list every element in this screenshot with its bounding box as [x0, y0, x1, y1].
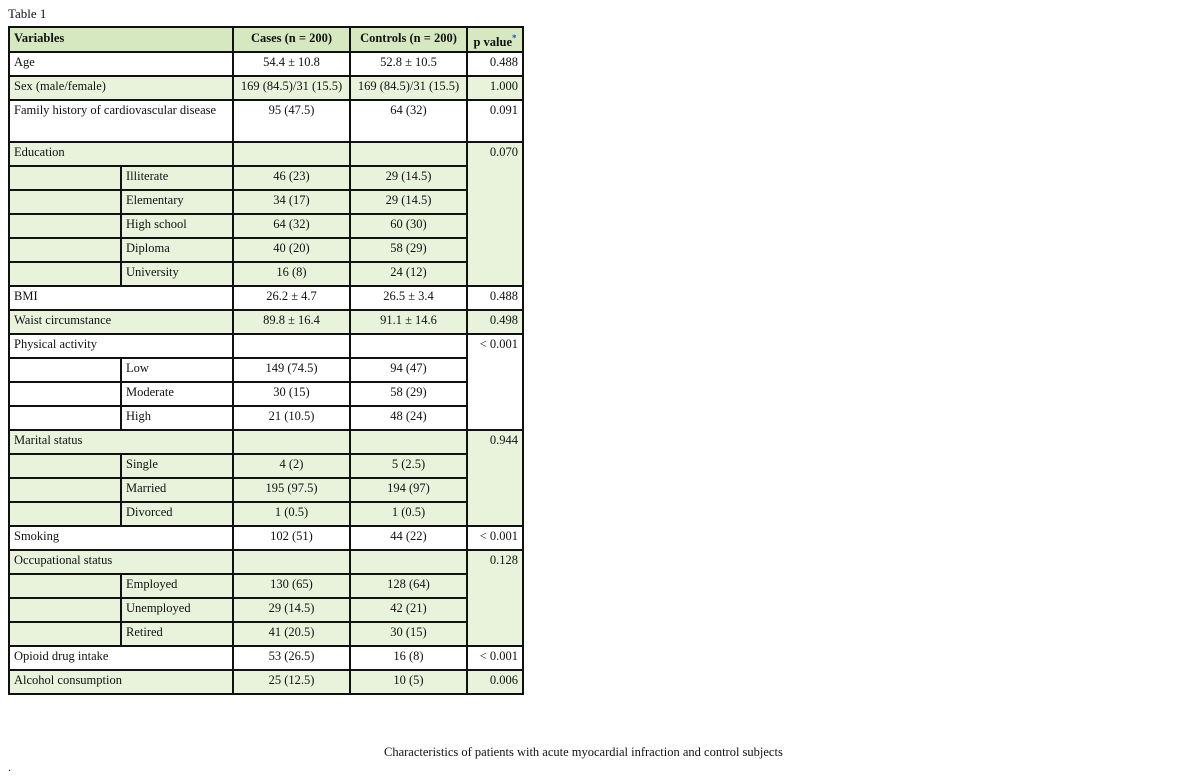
cases-empty-cell	[233, 550, 350, 574]
controls-value: 44 (22)	[350, 526, 467, 550]
p-value: 0.091	[467, 100, 523, 142]
group-label: Physical activity	[9, 334, 233, 358]
cases-value: 169 (84.5)/31 (15.5)	[233, 76, 350, 100]
controls-empty-cell	[350, 430, 467, 454]
p-value: 1.000	[467, 76, 523, 100]
group-p-value: 0.944	[467, 430, 523, 526]
subrow-label: Employed	[121, 574, 233, 598]
p-value: 0.498	[467, 310, 523, 334]
table-subrow	[9, 214, 523, 238]
indent-cell	[9, 214, 121, 238]
controls-value: 169 (84.5)/31 (15.5)	[350, 76, 467, 100]
group-p-value: 0.128	[467, 550, 523, 646]
cases-value: 46 (23)	[233, 166, 350, 190]
cases-value: 21 (10.5)	[233, 406, 350, 430]
indent-cell	[9, 598, 121, 622]
subrow-label: Retired	[121, 622, 233, 646]
table-row	[9, 100, 523, 142]
cases-value: 102 (51)	[233, 526, 350, 550]
cases-value: 195 (97.5)	[233, 478, 350, 502]
controls-value: 10 (5)	[350, 670, 467, 694]
subrow-label: Divorced	[121, 502, 233, 526]
indent-cell	[9, 358, 121, 382]
table-subrow	[9, 598, 523, 622]
table-subrow	[9, 166, 523, 190]
table-subrow	[9, 238, 523, 262]
controls-value: 58 (29)	[350, 238, 467, 262]
subrow-label: Low	[121, 358, 233, 382]
indent-cell	[9, 238, 121, 262]
row-label: Waist circumstance	[9, 310, 233, 334]
controls-value: 42 (21)	[350, 598, 467, 622]
table-group-row	[9, 142, 523, 166]
controls-value: 94 (47)	[350, 358, 467, 382]
table-group-row	[9, 430, 523, 454]
table-row	[9, 76, 523, 100]
group-label: Marital status	[9, 430, 233, 454]
table-body	[9, 52, 523, 694]
cases-value: 41 (20.5)	[233, 622, 350, 646]
subrow-label: High	[121, 406, 233, 430]
indent-cell	[9, 502, 121, 526]
footnote-marker-link[interactable]: *	[512, 33, 517, 43]
subrow-label: Diploma	[121, 238, 233, 262]
controls-value: 29 (14.5)	[350, 190, 467, 214]
row-label: Alcohol consumption	[9, 670, 233, 694]
cases-value: 64 (32)	[233, 214, 350, 238]
row-label: BMI	[9, 286, 233, 310]
subrow-label: Married	[121, 478, 233, 502]
p-value: 0.006	[467, 670, 523, 694]
controls-value: 5 (2.5)	[350, 454, 467, 478]
table-subrow	[9, 358, 523, 382]
controls-value: 29 (14.5)	[350, 166, 467, 190]
group-p-value: 0.070	[467, 142, 523, 286]
p-value: < 0.001	[467, 526, 523, 550]
cases-value: 34 (17)	[233, 190, 350, 214]
row-label: Sex (male/female)	[9, 76, 233, 100]
p-value: 0.488	[467, 286, 523, 310]
cases-value: 54.4 ± 10.8	[233, 52, 350, 76]
subrow-label: Moderate	[121, 382, 233, 406]
controls-value: 52.8 ± 10.5	[350, 52, 467, 76]
controls-value: 64 (32)	[350, 100, 467, 142]
controls-value: 24 (12)	[350, 262, 467, 286]
cases-empty-cell	[233, 334, 350, 358]
indent-cell	[9, 382, 121, 406]
header-p-value	[467, 27, 523, 52]
cases-empty-cell	[233, 142, 350, 166]
cases-value: 95 (47.5)	[233, 100, 350, 142]
indent-cell	[9, 406, 121, 430]
subrow-label: Single	[121, 454, 233, 478]
table-subrow	[9, 262, 523, 286]
subrow-label: High school	[121, 214, 233, 238]
cases-value: 4 (2)	[233, 454, 350, 478]
cases-value: 130 (65)	[233, 574, 350, 598]
cases-value: 25 (12.5)	[233, 670, 350, 694]
table-group-row	[9, 334, 523, 358]
subrow-label: University	[121, 262, 233, 286]
cases-value: 53 (26.5)	[233, 646, 350, 670]
header-row	[9, 27, 523, 52]
header-variables: Variables	[9, 27, 233, 52]
table-row	[9, 52, 523, 76]
controls-empty-cell	[350, 334, 467, 358]
controls-value: 1 (0.5)	[350, 502, 467, 526]
p-value: < 0.001	[467, 646, 523, 670]
cases-value: 40 (20)	[233, 238, 350, 262]
indent-cell	[9, 166, 121, 190]
cases-value: 149 (74.5)	[233, 358, 350, 382]
indent-cell	[9, 190, 121, 214]
controls-value: 48 (24)	[350, 406, 467, 430]
table-caption: Characteristics of patients with acute myocardial infraction and control subjects	[384, 745, 783, 759]
cases-value: 89.8 ± 16.4	[233, 310, 350, 334]
controls-value: 16 (8)	[350, 646, 467, 670]
group-label: Education	[9, 142, 233, 166]
cases-value: 16 (8)	[233, 262, 350, 286]
cases-value: 30 (15)	[233, 382, 350, 406]
table-row	[9, 286, 523, 310]
subrow-label: Illiterate	[121, 166, 233, 190]
subrow-label: Unemployed	[121, 598, 233, 622]
indent-cell	[9, 262, 121, 286]
table-subrow	[9, 190, 523, 214]
controls-value: 30 (15)	[350, 622, 467, 646]
group-p-value: < 0.001	[467, 334, 523, 430]
controls-value: 26.5 ± 3.4	[350, 286, 467, 310]
table-subrow	[9, 454, 523, 478]
header-controls: Controls (n = 200)	[350, 27, 467, 52]
indent-cell	[9, 574, 121, 598]
controls-value: 194 (97)	[350, 478, 467, 502]
controls-value: 60 (30)	[350, 214, 467, 238]
indent-cell	[9, 622, 121, 646]
controls-value: 58 (29)	[350, 382, 467, 406]
table-row	[9, 670, 523, 694]
controls-value: 128 (64)	[350, 574, 467, 598]
table-row	[9, 310, 523, 334]
cases-empty-cell	[233, 430, 350, 454]
header-p-value-label: p value	[473, 35, 513, 50]
table-subrow	[9, 478, 523, 502]
table-subrow	[9, 574, 523, 598]
indent-cell	[9, 454, 121, 478]
row-label: Family history of cardiovascular disease	[9, 100, 233, 142]
cases-value: 26.2 ± 4.7	[233, 286, 350, 310]
table-subrow	[9, 406, 523, 430]
table-subrow	[9, 382, 523, 406]
row-label: Opioid drug intake	[9, 646, 233, 670]
row-label: Age	[9, 52, 233, 76]
group-label: Occupational status	[9, 550, 233, 574]
table-group-row	[9, 550, 523, 574]
header-cases: Cases (n = 200)	[233, 27, 350, 52]
controls-value: 91.1 ± 14.6	[350, 310, 467, 334]
cases-value: 29 (14.5)	[233, 598, 350, 622]
table-label: Table 1	[8, 6, 47, 21]
subrow-label: Elementary	[121, 190, 233, 214]
table-row	[9, 526, 523, 550]
indent-cell	[9, 478, 121, 502]
controls-empty-cell	[350, 142, 467, 166]
cases-value: 1 (0.5)	[233, 502, 350, 526]
table-row	[9, 646, 523, 670]
footer-mark: .	[8, 760, 11, 774]
p-value: 0.488	[467, 52, 523, 76]
characteristics-table	[8, 26, 524, 695]
row-label: Smoking	[9, 526, 233, 550]
controls-empty-cell	[350, 550, 467, 574]
table-subrow	[9, 502, 523, 526]
table-subrow	[9, 622, 523, 646]
